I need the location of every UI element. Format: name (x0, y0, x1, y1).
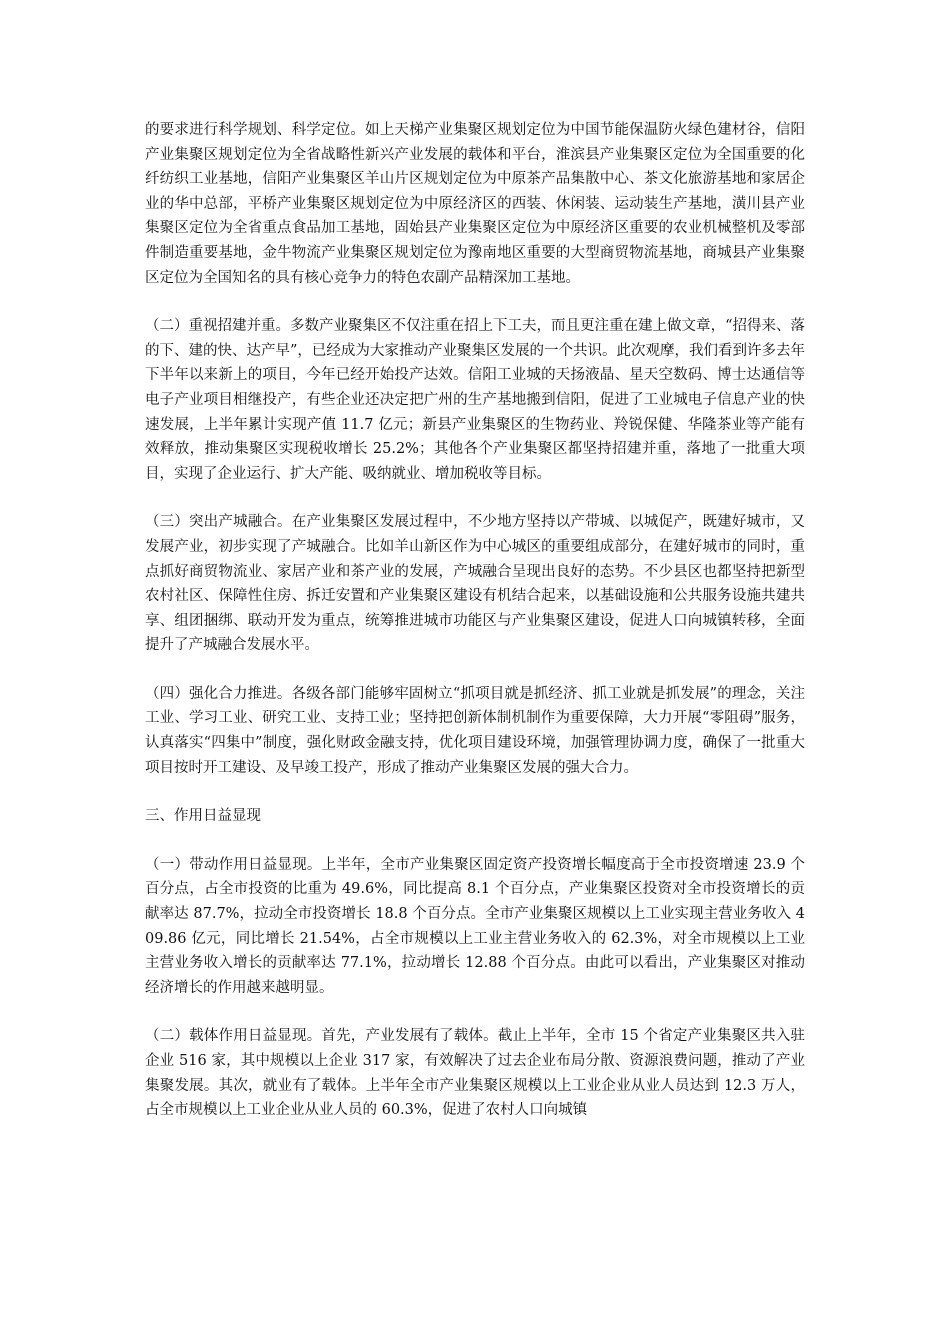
document-body (145, 118, 805, 1147)
paragraph-invest-and-build: （二）重视招建并重。多数产业聚集区不仅注重在招上下工夫，而且更注重在建上做文章，“招得来、落的下、建的快、达产早”，已经成为大家推动产业聚集区发展的一个共识。此次观摩，我们看到许多去年下半年以来新上的项目，今年已经开始投产达效。信阳工业城的天扬液晶、星天空数码、博士达通信等电子产业项目相继投产，有些企业还决定把广州的生产基地搬到信阳，促进了工业城电子信息产业的快速发展，上半年累计实现产值 11.7 亿元；新县产业集聚区的生物药业、羚锐保健、华隆茶业等产能有效释放，推动集聚区实现税收增长 25.2%；其他各个产业集聚区都坚持招建并重，落地了一批重大项目，实现了企业运行、扩大产能、吸纳就业、增加税收等目标。 (145, 318, 805, 482)
paragraph-carrier-role: （二）载体作用日益显现。首先，产业发展有了载体。截止上半年，全市 15 个省定产业集聚区共入驻企业 516 家，其中规模以上企业 317 家，有效解决了过去企业布局分散、资源浪费问题，推动了产业集聚发展。其次，就业有了载体。上半年全市产业集聚区规模以上工业企业从业人员达到 12.3 万人，占全市规模以上工业企业从业人员的 60.3%，促进了农村人口向城镇 (145, 1028, 805, 1119)
paragraph-joint-promotion: （四）强化合力推进。各级各部门能够牢固树立“抓项目就是抓经济、抓工业就是抓发展”的理念，关注工业、学习工业、研究工业、支持工业；坚持把创新体制机制作为重要保障，大力开展“零阻碍”服务，认真落实“四集中”制度，强化财政金融支持，优化项目建设环境，加强管理协调力度，确保了一批重大项目按时开工建设、及早竣工投产，形成了推动产业集聚区发展的强大合力。 (145, 685, 805, 776)
paragraph-positioning: 的要求进行科学规划、科学定位。如上天梯产业集聚区规划定位为中国节能保温防火绿色建材谷，信阳产业集聚区规划定位为全省战略性新兴产业发展的载体和平台，淮滨县产业集聚区定位为全国重要的化纤纺织工业基地，信阳产业集聚区羊山片区规划定位为中原茶产品集散中心、茶文化旅游基地和家居企业的华中总部，平桥产业集聚区规划定位为中原经济区的西装、休闲装、运动装生产基地，潢川县产业集聚区定位为全省重点食品加工基地，固始县产业集聚区定位为中原经济区重要的农业机械整机及零部件制造重要基地，金牛物流产业集聚区规划定位为豫南地区重要的大型商贸物流基地，商城县产业集聚区定位为全国知名的具有核心竞争力的特色农副产品精深加工基地。 (145, 122, 805, 286)
paragraph-industry-city-integration: （三）突出产城融合。在产业集聚区发展过程中，不少地方坚持以产带城、以城促产，既建好城市，又发展产业，初步实现了产城融合。比如羊山新区作为中心城区的重要组成部分，在建好城市的同时，重点抓好商贸物流业、家居产业和茶产业的发展，产城融合呈现出良好的态势。不少县区也都坚持把新型农村社区、保障性住房、拆迁安置和产业集聚区建设有机结合起来，以基础设施和公共服务设施共建共享、组团捆绑、联动开发为重点，统筹推进城市功能区与产业集聚区建设，促进人口向城镇转移，全面提升了产城融合发展水平。 (145, 514, 805, 654)
paragraph-driving-role: （一）带动作用日益显现。上半年，全市产业集聚区固定资产投资增长幅度高于全市投资增速 23.9 个百分点，占全市投资的比重为 49.6%，同比提高 8.1 个百分点，产业集聚区投资对全市投资增长的贡献率达 87.7%，拉动全市投资增长 18.8 个百分点。全市产业集聚区规模以上工业实现主营业务收入 409.86 亿元，同比增长 21.54%，占全市规模以上工业主营业务收入的 62.3%，对全市规模以上工业主营业务收入增长的贡献率达 77.1%，拉动增长 12.88 个百分点。由此可以看出，产业集聚区对推动经济增长的作用越来越明显。 (145, 856, 805, 996)
section-heading: 三、作用日益显现 (145, 808, 261, 825)
